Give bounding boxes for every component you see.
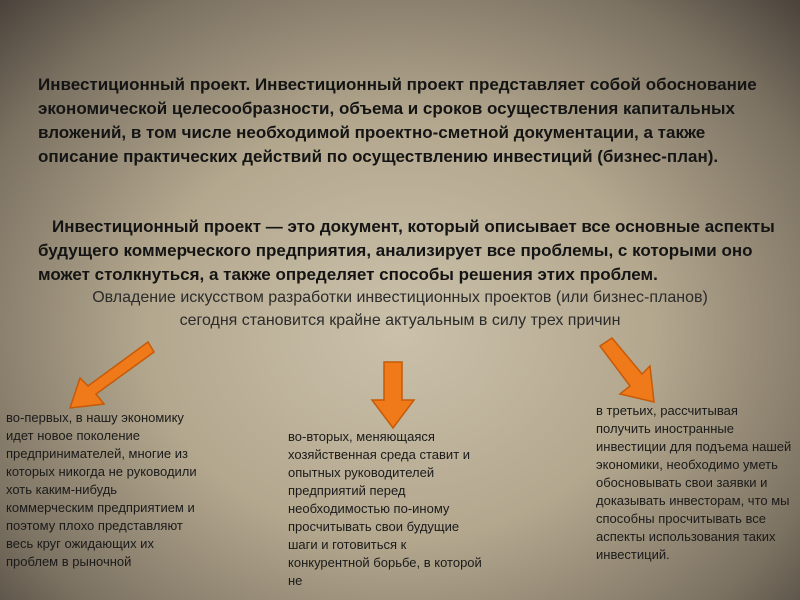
arrow-down-right-icon: [598, 336, 658, 404]
arrow-down-icon: [370, 360, 416, 430]
investment-project-document-definition: Инвестиционный проект — это документ, который описывает все основные аспекты будущего коммерческого предприятия, анализирует все проблемы, с которыми оно может столкнуться, а также определяет способы решения этих проблем.: [38, 217, 775, 284]
arrow-down-left-icon: [66, 336, 156, 411]
investment-project-definition: Инвестиционный проект. Инвестиционный проект представляет собой обоснование экономической целесообразности, объема и сроков осуществления капитальных вложений, в том числе необходимой проектно-сметной документации, а также описание практических действий по осуществлению инвестиций (бизнес-план).: [38, 75, 757, 166]
reason-first: во-первых, в нашу экономику идет новое поколение предпринимателей, многие из которых никогда не руководили хоть каким-нибудь коммерческим предприятием и поэтому плохо представляют весь круг ожидающих их проблем в рыночной: [6, 410, 197, 569]
reason-third: в третьих, рассчитывая получить иностранные инвестиции для подъема нашей экономики, необходимо уметь обосновывать свои заявки и доказывать инвесторам, что мы способны просчитывать все аспекты использования таких инвестиций.: [596, 403, 792, 562]
three-reasons-intro: Овладение искусством разработки инвестиционных проектов (или бизнес-планов) сегодня становится крайне актуальным в силу трех причин: [92, 289, 708, 329]
reason-second: во-вторых, меняющаяся хозяйственная среда ставит и опытных руководителей предприятий перед необходимостью по-иному просчитывать свои будущие шаги и готовиться к конкурентной борьбе, в которой не: [288, 429, 482, 588]
